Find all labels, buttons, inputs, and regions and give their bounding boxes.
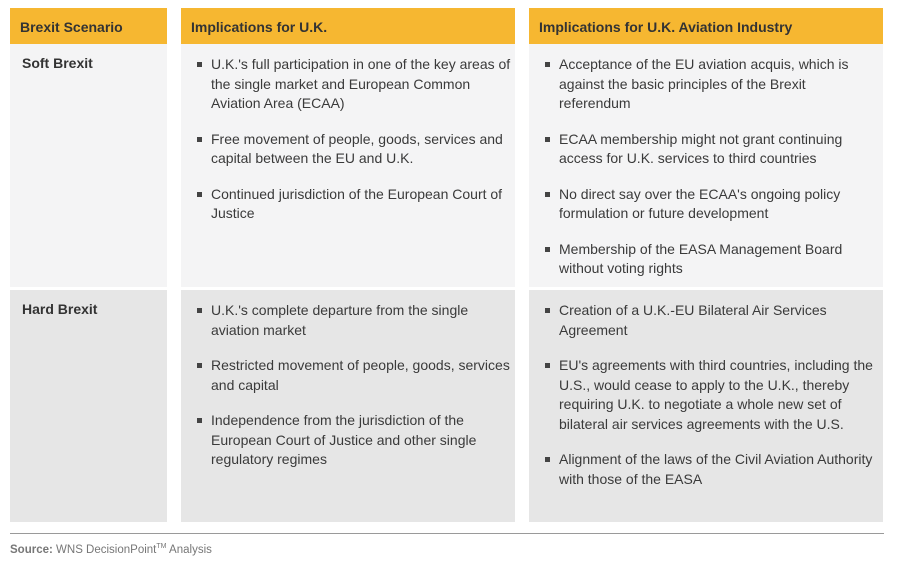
- list-item-text: U.K.'s complete departure from the single aviation market: [211, 302, 469, 338]
- list-item-text: Creation of a U.K.-EU Bilateral Air Services Agreement: [559, 302, 827, 338]
- header-scenario-label: Brexit Scenario: [20, 19, 123, 35]
- list-item-text: U.K.'s full participation in one of the key areas of the single market and European Common Aviation Area (ECAA): [211, 56, 511, 111]
- bullet-icon: [545, 62, 550, 67]
- header-uk-label: Implications for U.K.: [191, 19, 328, 35]
- scenario-label-soft: Soft Brexit: [22, 55, 93, 71]
- source-note: [10, 543, 212, 556]
- list-item: [545, 301, 879, 340]
- bullet-icon: [545, 457, 550, 462]
- scenario-label-hard: Hard Brexit: [22, 301, 98, 317]
- row-hard-scenario-cell: [10, 290, 167, 522]
- row-soft-aviation-cell: [529, 44, 883, 287]
- header-aviation-label: Implications for U.K. Aviation Industry: [539, 19, 793, 35]
- bullet-icon: [197, 363, 202, 368]
- bullet-icon: [197, 418, 202, 423]
- bullet-icon: [197, 137, 202, 142]
- bullet-icon: [197, 308, 202, 313]
- list-item: [197, 130, 511, 169]
- list-item-text: EU's agreements with third countries, including the U.S., would cease to apply to the U.K., thereby requiring U.K. to negotiate a whole new set of bilateral air services agreements with the U.S.: [559, 357, 873, 432]
- bullet-icon: [545, 192, 550, 197]
- bullet-icon: [545, 363, 550, 368]
- header-scenario: [10, 8, 167, 44]
- row-soft-scenario-cell: [10, 44, 167, 287]
- bullet-icon: [545, 137, 550, 142]
- list-item: [545, 130, 879, 169]
- source-text: WNS DecisionPoint: [56, 543, 157, 556]
- list-item: [545, 450, 879, 489]
- bullet-icon: [545, 247, 550, 252]
- list-item-text: No direct say over the ECAA's ongoing policy formulation or future development: [559, 185, 841, 221]
- list-item-text: Restricted movement of people, goods, services and capital: [211, 357, 510, 393]
- hard-aviation-list: [545, 301, 879, 505]
- list-item-text: Acceptance of the EU aviation acquis, which is against the basic principles of the Brexit referendum: [559, 56, 849, 111]
- list-item-text: Alignment of the laws of the Civil Aviation Authority with those of the EASA: [559, 451, 873, 487]
- list-item: [197, 55, 511, 114]
- list-item: [545, 240, 879, 279]
- row-hard-aviation-cell: [529, 290, 883, 522]
- bullet-icon: [197, 192, 202, 197]
- list-item: [197, 356, 511, 395]
- row-soft-uk-cell: [181, 44, 515, 287]
- source-label: Source:: [10, 543, 53, 556]
- list-item: [197, 185, 511, 224]
- list-item-text: ECAA membership might not grant continuing access for U.K. services to third countries: [559, 130, 843, 166]
- list-item: [545, 356, 879, 434]
- list-item-text: Membership of the EASA Management Board without voting rights: [559, 240, 843, 276]
- bullet-icon: [545, 308, 550, 313]
- list-item-text: Continued jurisdiction of the European Court of Justice: [211, 185, 503, 221]
- list-item-text: Independence from the jurisdiction of the European Court of Justice and other single regulatory regimes: [211, 412, 477, 467]
- hard-uk-list: [197, 301, 511, 486]
- header-aviation: [529, 8, 883, 44]
- list-item: [197, 411, 511, 470]
- bullet-icon: [197, 62, 202, 67]
- footer-divider: [10, 533, 884, 534]
- row-hard-uk-cell: [181, 290, 515, 522]
- list-item: [197, 301, 511, 340]
- soft-uk-list: [197, 55, 511, 240]
- list-item: [545, 185, 879, 224]
- header-uk: [181, 8, 515, 44]
- list-item-text: Free movement of people, goods, services and capital between the EU and U.K.: [211, 130, 503, 166]
- list-item: [545, 55, 879, 114]
- trademark-mark: TM: [156, 543, 167, 550]
- soft-aviation-list: [545, 55, 879, 295]
- source-suffix: Analysis: [169, 543, 212, 556]
